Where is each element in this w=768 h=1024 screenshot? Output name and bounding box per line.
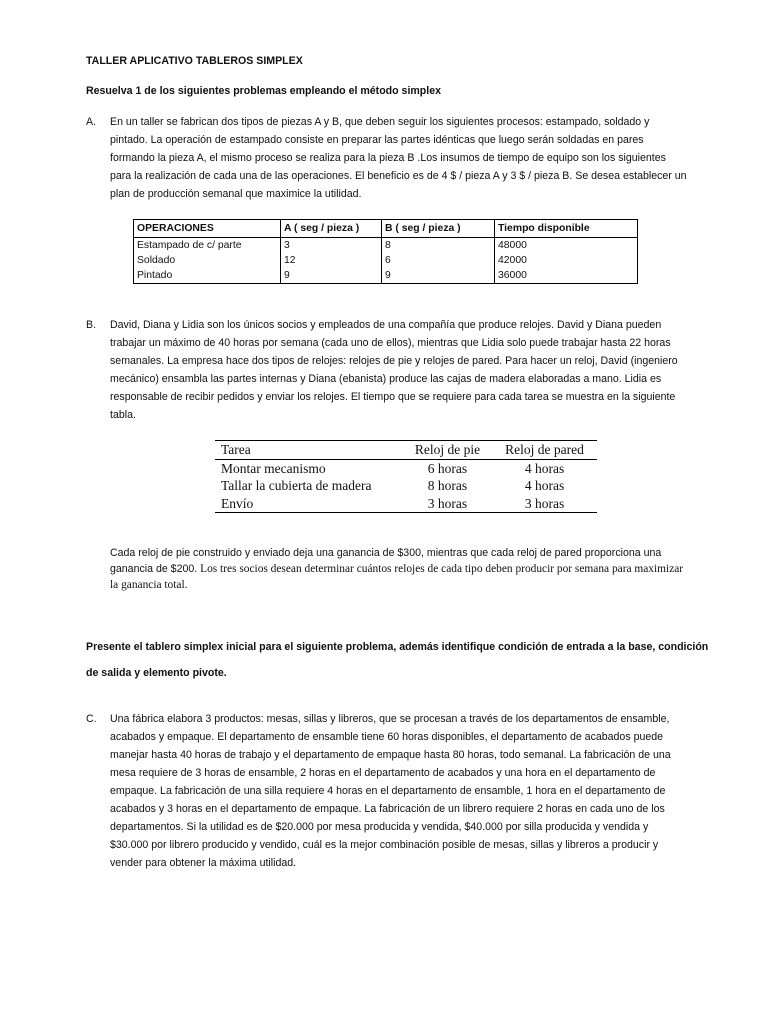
problem-b-profit-line: Cada reloj de pie construido y enviado deja una ganancia de $300, mientras que cada reloj de pared proporciona una — [110, 547, 662, 559]
problem-c-line: vender para obtener la máxima utilidad. — [110, 857, 297, 869]
instruction-tableau-line: Presente el tablero simplex inicial para el siguiente problema, además identifique condición de entrada a la base, condición — [86, 641, 709, 653]
table-row — [134, 238, 638, 254]
table-header-row — [215, 441, 597, 460]
problem-c-line: Una fábrica elabora 3 productos: mesas, sillas y libreros, que se procesan a través de los departamentos de ensamble, — [110, 713, 670, 725]
table-cell: 3 horas — [524, 495, 565, 511]
table-cell: 8 — [382, 238, 495, 254]
instruction-tableau-line: de salida y elemento pivote. — [86, 667, 227, 679]
table-cell: 3 — [281, 238, 382, 254]
problem-b-line: David, Diana y Lidia son los únicos socios y empleados de una compañía que produce relojes. David y Diana pueden — [110, 319, 662, 331]
table-cell: Soldado — [134, 253, 281, 268]
problem-c-line: departamentos. Si la utilidad es de $20.000 por mesa producida y vendida, $40.000 por silla producida y vendida y — [110, 821, 649, 833]
table-cell: 3 horas — [427, 495, 468, 511]
problem-c-line: manejar hasta 40 horas de trabajo y el departamento de empaque hasta 80 horas, todo semanal. La fabricación de una — [110, 749, 671, 761]
problem-b-profit-line — [110, 561, 730, 577]
table-cell: 6 horas — [427, 460, 468, 476]
table-row — [134, 253, 638, 268]
problem-b-line: tabla. — [110, 409, 136, 421]
table-header-cell: Tarea — [221, 442, 251, 457]
table-header-cell: Reloj de pie — [414, 442, 481, 457]
table-cell: 36000 — [495, 268, 638, 284]
problem-a-line: formando la pieza A, el mismo proceso se realiza para la pieza B .Los insumos de tiempo de equipo son los siguientes — [110, 152, 666, 164]
table-header-cell: Tiempo disponible — [495, 220, 638, 238]
profit-amount-text: ganancia de $200. — [110, 563, 201, 575]
table-cell: 42000 — [495, 253, 638, 268]
table-cell: Tallar la cubierta de madera — [221, 478, 372, 493]
problem-c-line: mesa requiere de 3 horas de ensamble, 2 horas en el departamento de acabados y una hora en el departamento de — [110, 767, 656, 779]
page-title: TALLER APLICATIVO TABLEROS SIMPLEX — [86, 55, 303, 67]
table-cell: 4 horas — [524, 460, 565, 476]
clock-tasks-table — [215, 440, 597, 513]
table-cell: Estampado de c/ parte — [134, 238, 281, 254]
problem-a-line: En un taller se fabrican dos tipos de piezas A y B, que deben seguir los siguientes procesos: estampado, soldado y — [110, 116, 650, 128]
table-cell: Pintado — [134, 268, 281, 284]
table-cell: 8 horas — [427, 478, 468, 493]
problem-c-line: $30.000 por librero producido y vendido, cuál es la mejor combinación posible de mesas, sillas y libreros a producir y — [110, 839, 659, 851]
table-row — [215, 495, 597, 513]
problem-c-text — [110, 710, 730, 872]
table-cell: Envío — [221, 495, 254, 511]
table-header-cell: B ( seg / pieza ) — [382, 220, 495, 238]
problem-b-line: trabajar un máximo de 40 horas por semana (cada uno de ellos), mientras que Lidia solo puede trabajar hasta 22 horas — [110, 337, 671, 349]
table-header-row — [134, 220, 638, 238]
problem-b-line: semanales. La empresa hace dos tipos de relojes: relojes de pie y relojes de pared. Para hacer un reloj, David (ingeniero — [110, 355, 678, 367]
problem-a-line: plan de producción semanal que maximice la utilidad. — [110, 188, 362, 200]
table-header-cell: A ( seg / pieza ) — [281, 220, 382, 238]
table-cell: 9 — [281, 268, 382, 284]
problem-a-line: pintado. La operación de estampado consiste en preparar las partes idénticas que luego serán soldadas en pares — [110, 134, 644, 146]
problem-b-label: B. — [86, 319, 97, 331]
table-cell: Montar mecanismo — [221, 460, 326, 476]
operations-table — [133, 219, 638, 284]
table-cell: 6 — [382, 253, 495, 268]
problem-c-line: acabados y empaque. El departamento de ensamble tiene 60 horas disponibles, el departamento de acabados puede — [110, 731, 664, 743]
table-header-cell: OPERACIONES — [134, 220, 281, 238]
instruction-simplex: Resuelva 1 de los siguientes problemas empleando el método simplex — [86, 85, 442, 97]
problem-c-label: C. — [86, 713, 97, 725]
problem-a-label: A. — [86, 116, 97, 128]
table-cell: 48000 — [495, 238, 638, 254]
table-row — [215, 459, 597, 477]
problem-a-text — [110, 113, 730, 203]
problem-b-line: responsable de recibir pedidos y enviar los relojes. El tiempo que se requiere para cada tarea se muestra en la siguiente — [110, 391, 676, 403]
problem-b-profit-text — [110, 545, 730, 593]
table-row — [215, 477, 597, 495]
profit-question-text: Los tres socios desean determinar cuántos relojes de cada tipo deben producir por semana para maximizar — [200, 563, 684, 575]
table-cell: 12 — [281, 253, 382, 268]
problem-c-line: acabados y 3 horas en el departamento de empaque. La fabricación de un librero requiere 2 horas en cada uno de los — [110, 803, 665, 815]
problem-b-text — [110, 316, 730, 424]
table-cell: 4 horas — [524, 478, 565, 493]
table-row — [134, 268, 638, 284]
problem-c-line: empaque. La fabricación de una silla requiere 4 horas en el departamento de ensamble, 1 hora en el departamento de — [110, 785, 666, 797]
table-cell: 9 — [382, 268, 495, 284]
instruction-tableau — [86, 638, 708, 682]
problem-a-line: para la realización de cada una de las operaciones. El beneficio es de 4 $ / pieza A y 3 $ / pieza B. Se desea establecer un — [110, 170, 687, 182]
table-header-cell: Reloj de pared — [505, 442, 584, 457]
problem-b-line: mecánico) ensambla las partes internas y Diana (ebanista) produce las cajas de madera elaboradas a mano. Lidia es — [110, 373, 662, 385]
problem-b-profit-line: la ganancia total. — [110, 579, 188, 591]
